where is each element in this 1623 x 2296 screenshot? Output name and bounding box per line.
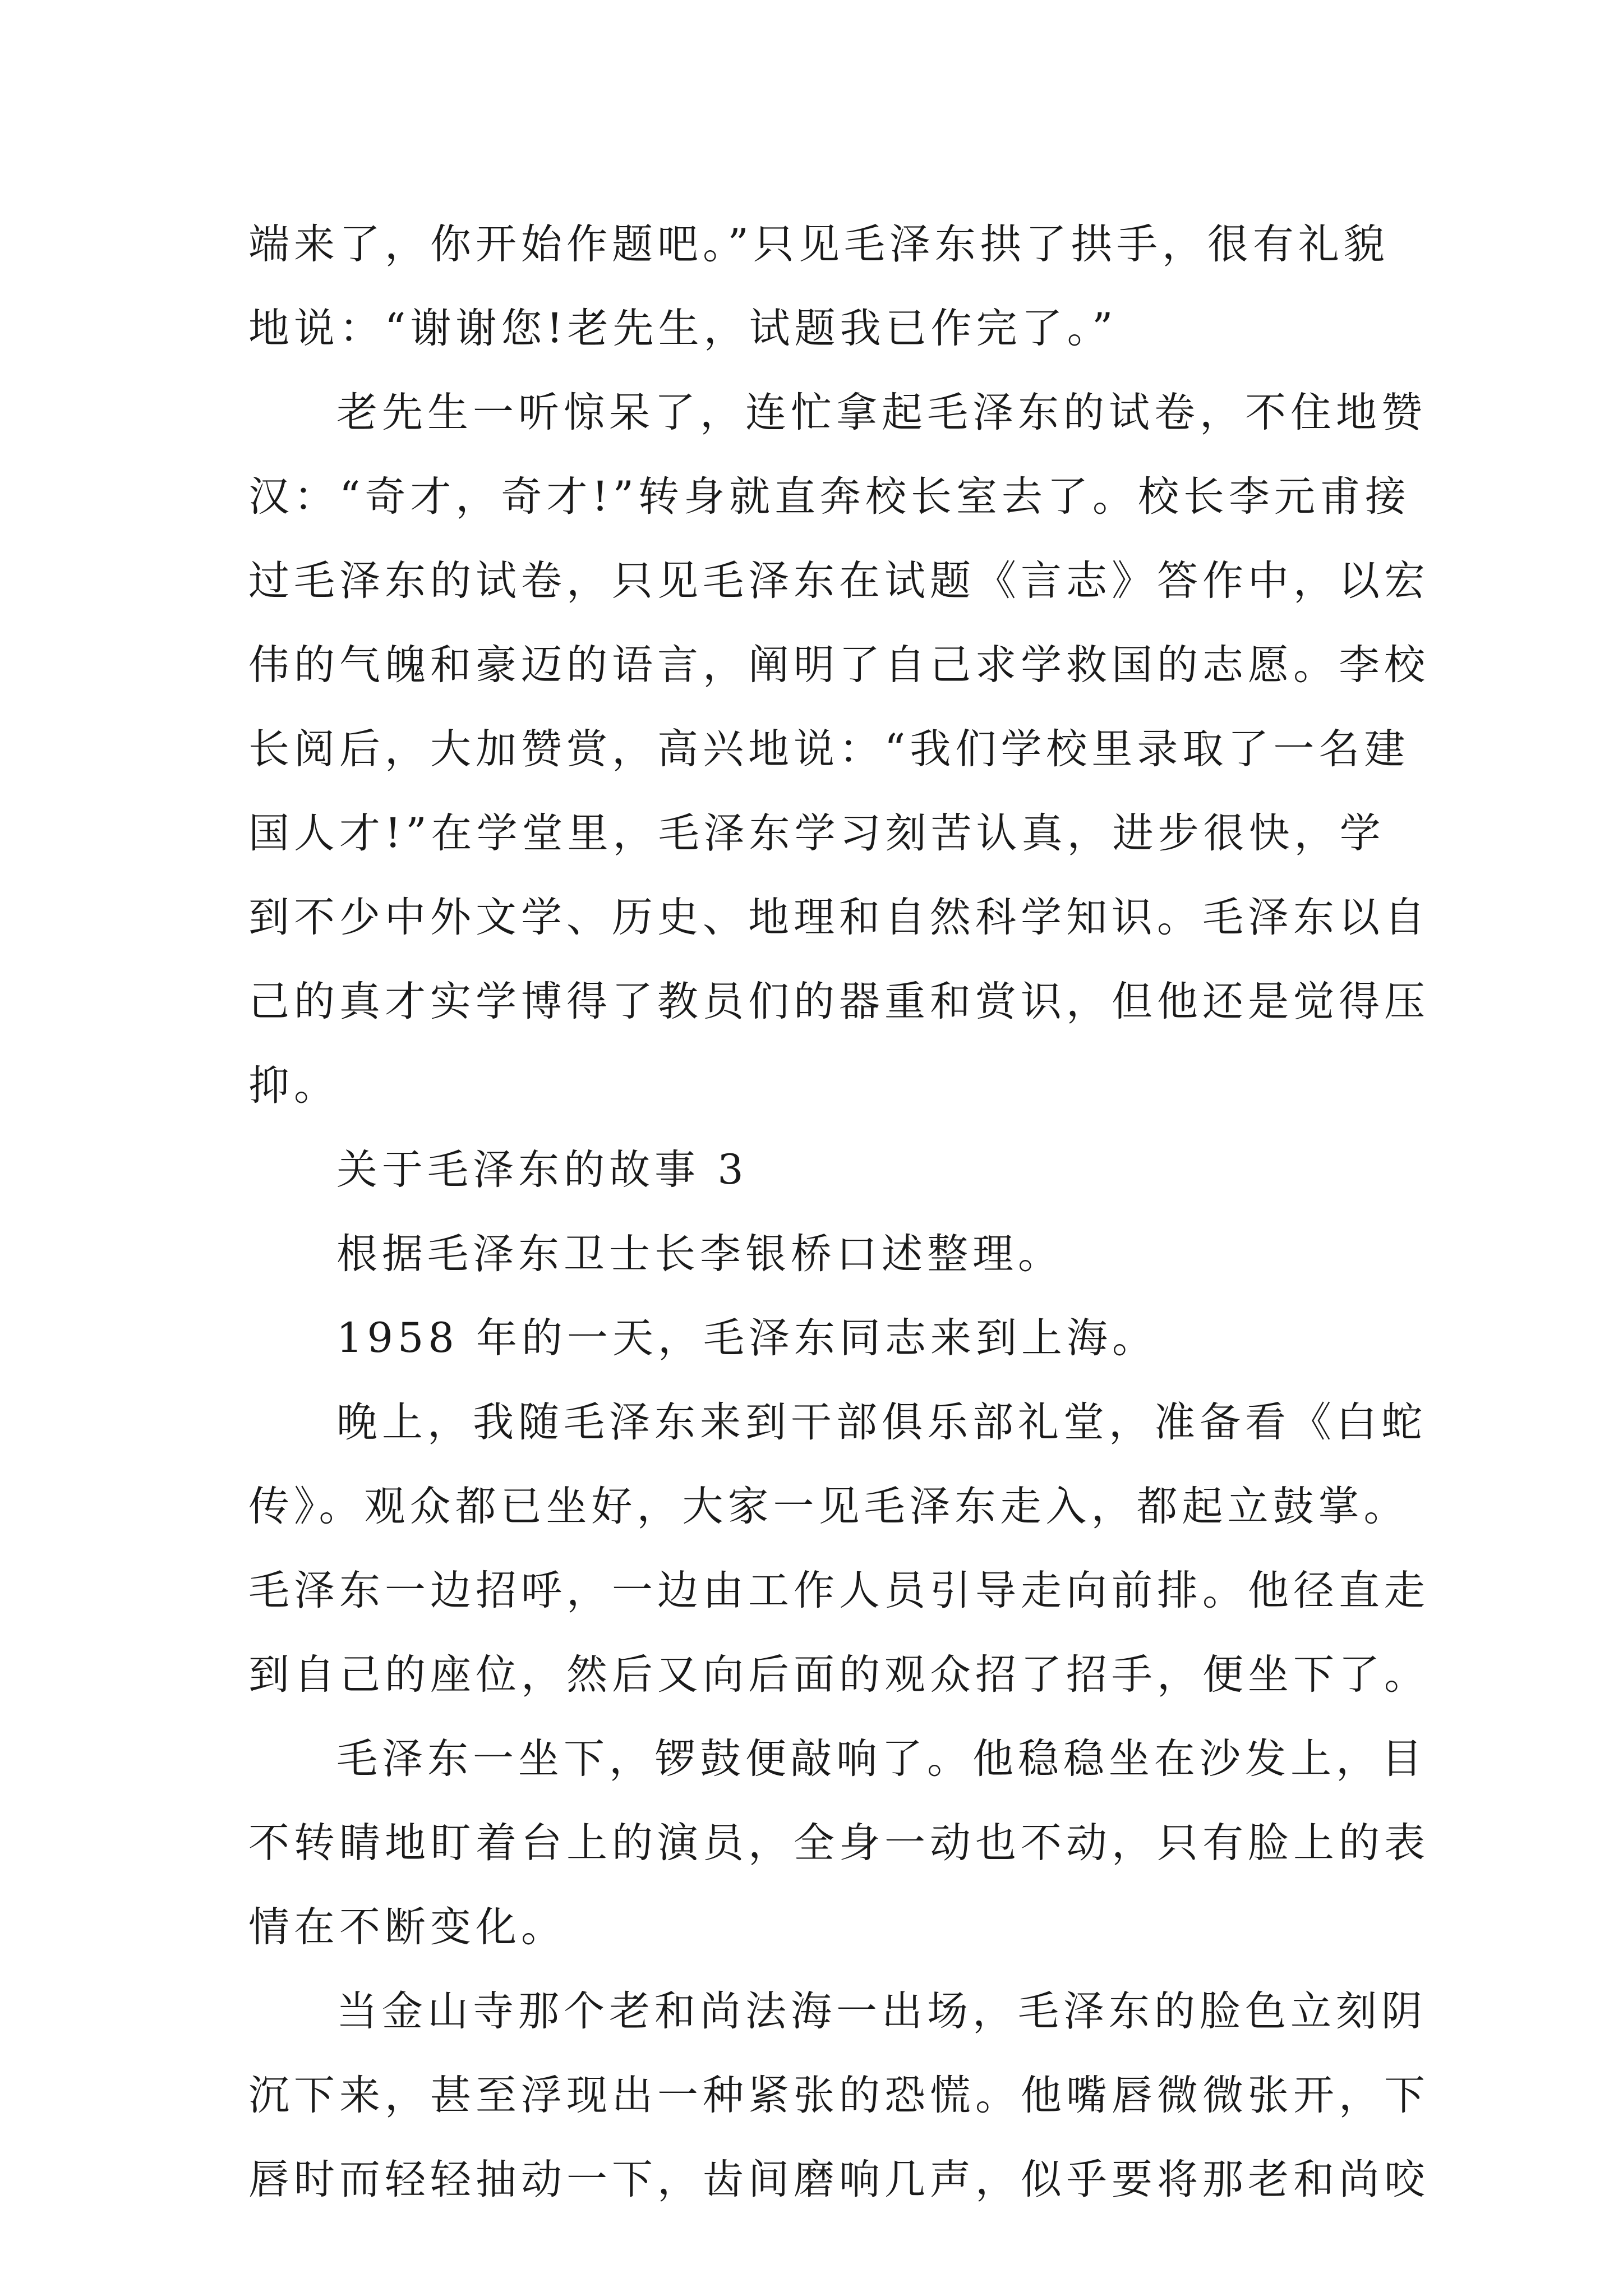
text-line: 根据毛泽东卫士长李银桥口述整理。	[336, 1230, 1063, 1278]
text-line: 到自己的座位，然后又向后面的观众招了招手，便坐下了。	[248, 1651, 1430, 1699]
text-line: 抑。	[248, 1062, 339, 1110]
text-line: 不转睛地盯着台上的演员，全身一动也不动，只有脸上的表	[248, 1819, 1430, 1867]
text-line: 唇时而轻轻抽动一下，齿间磨响几声，似乎要将那老和尚咬	[248, 2156, 1430, 2203]
text-line: 情在不断变化。	[248, 1903, 566, 1951]
text-line: 国人才!”在学堂里，毛泽东学习刻苦认真，进步很快，学	[248, 809, 1385, 857]
text-line: 毛泽东一坐下，锣鼓便敲响了。他稳稳坐在沙发上，目	[336, 1735, 1427, 1783]
text-line: 地说：“谢谢您!老先生，试题我已作完了。”	[248, 305, 1118, 352]
text-line: 传》。观众都已坐好，大家一见毛泽东走入，都起立鼓掌。	[248, 1483, 1409, 1530]
text-line: 1958 年的一天，毛泽东同志来到上海。	[336, 1314, 1158, 1362]
text-line: 老先生一听惊呆了，连忙拿起毛泽东的试卷，不住地赞	[336, 389, 1427, 436]
text-line: 伟的气魄和豪迈的语言，阐明了自己求学救国的志愿。李校	[248, 641, 1430, 689]
text-line: 长阅后，大加赞赏，高兴地说：“我们学校里录取了一名建	[248, 725, 1410, 773]
text-line: 晚上，我随毛泽东来到干部俱乐部礼堂，准备看《白蛇	[336, 1398, 1427, 1446]
text-line: 沉下来，甚至浮现出一种紧张的恐慌。他嘴唇微微张开，下	[248, 2072, 1430, 2119]
text-line: 己的真才实学博得了教员们的器重和赏识，但他还是觉得压	[248, 978, 1430, 1025]
text-line: 毛泽东一边招呼，一边由工作人员引导走向前排。他径直走	[248, 1567, 1430, 1614]
text-line: 当金山寺那个老和尚法海一出场，毛泽东的脸色立刻阴	[336, 1987, 1427, 2035]
section-heading: 关于毛泽东的故事 3	[336, 1146, 748, 1194]
text-line: 过毛泽东的试卷，只见毛泽东在试题《言志》答作中，以宏	[248, 557, 1430, 605]
text-line: 端来了，你开始作题吧。”只见毛泽东拱了拱手，很有礼貌	[248, 220, 1389, 268]
text-line: 汉：“奇才，奇才!”转身就直奔校长室去了。校长李元甫接	[248, 473, 1410, 521]
text-line: 到不少中外文学、历史、地理和自然科学知识。毛泽东以自	[248, 894, 1430, 941]
